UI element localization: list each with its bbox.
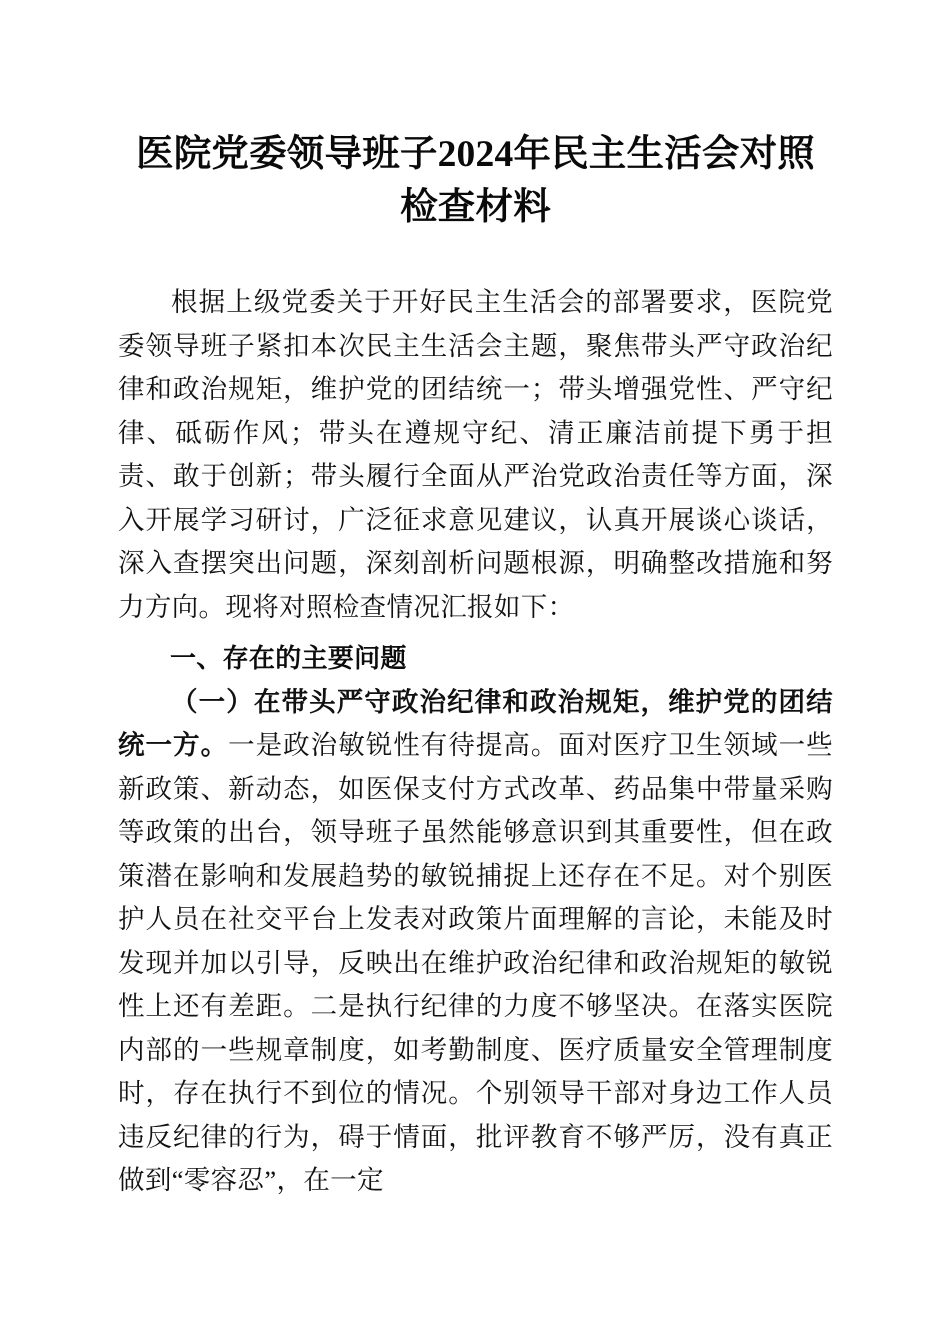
document-content-column (118, 0, 833, 1203)
intro-paragraph: 根据上级党委关于开好民主生活会的部署要求，医院党委领导班子紧扣本次民主生活会主题，聚焦带头严守政治纪律和政治规矩，维护党的团结统一；带头增强党性、严守纪律、砥砺作风；带头在遵规守纪、清正廉洁前提下勇于担责、敢于创新；带头履行全面从严治党政治责任等方面，深入开展学习研讨，广泛征求意见建议，认真开展谈心谈话，深入查摆突出问题，深刻剖析问题根源，明确整改措施和努力方向。现将对照检查情况汇报如下： (118, 287, 833, 622)
subsection-one-lead: （一）在带头严守政治纪律和政治规矩，维护党的团结统一方。 (118, 686, 833, 760)
subsection-one-body: 一是政治敏锐性有待提高。面对医疗卫生领域一些新政策、新动态，如医保支付方式改革、药品集中带量采购等政策的出台，领导班子虽然能够意识到其重要性，但在政策潜在影响和发展趋势的敏锐捕捉上还存在不足。对个别医护人员在社交平台上发表对政策片面理解的言论，未能及时发现并加以引导，反映出在维护政治纪律和政治规矩的敏锐性上还有差距。二是执行纪律的力度不够坚决。在落实医院内部的一些规章制度，如考勤制度、医疗质量安全管理制度时，存在执行不到位的情况。个别领导干部对身边工作人员违反纪律的行为，碍于情面，批评教育不够严厉，没有真正做到“零容忍”，在一定 (118, 730, 833, 1195)
section-heading-main-problems: 一、存在的主要问题 (170, 643, 407, 673)
subsection-one-paragraph (118, 681, 833, 1203)
document-title: 医院党委领导班子2024年民主生活会对照检查材料 (136, 134, 815, 228)
heading-spacer (118, 629, 833, 637)
